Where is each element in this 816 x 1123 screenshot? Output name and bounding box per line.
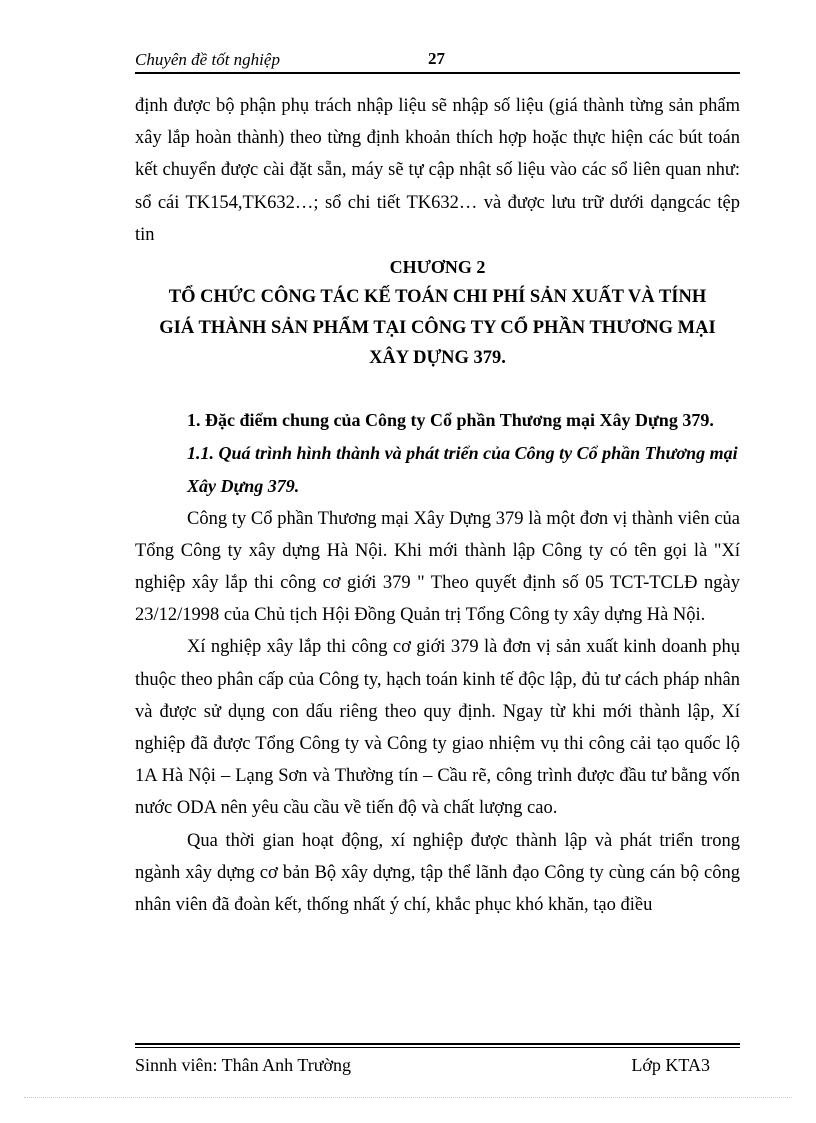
section-heading: 1. Đặc điểm chung của Công ty Cổ phần Thương mại Xây Dựng 379.	[187, 409, 714, 430]
chapter-label: CHƯƠNG 2	[389, 257, 486, 278]
chapter-title-line: XÂY DỰNG 379.	[369, 348, 506, 369]
page-edge-divider	[24, 1097, 792, 1098]
footer-student: Sinnh viên: Thân Anh Trường	[135, 1055, 351, 1075]
footer-divider	[135, 1043, 740, 1048]
page-content	[135, 90, 740, 921]
page-header	[135, 46, 740, 74]
body-paragraph: Xí nghiệp xây lắp thi công cơ giới 379 là đơn vị sản xuất kinh doanh phụ thuộc theo phân cấp của Công ty, hạch toán kinh tế độc lập, đủ tư cách pháp nhân và được sử dụng con dấu riêng theo quy định. Ngay từ khi mới thành lập, Xí nghiệp đã được Tổng Công ty và Công ty giao nhiệm vụ thi công cải tạo quốc lộ 1A Hà Nội – Lạng Sơn và Thường tín – Cầu rẽ, công trình được đầu tư bằng vốn nước ODA nên yêu cầu cầu về tiến độ và chất lượng cao.	[135, 637, 740, 819]
page-number: 27	[428, 49, 445, 68]
chapter-title-line: TỔ CHỨC CÔNG TÁC KẾ TOÁN CHI PHÍ SẢN XUẤT VÀ TÍNH	[168, 287, 707, 308]
footer-class: Lớp KTA3	[631, 1055, 710, 1075]
body-paragraph: Qua thời gian hoạt động, xí nghiệp được thành lập và phát triển trong ngành xây dựng cơ bản Bộ xây dựng, tập thể lãnh đạo Công ty cùng cán bộ công nhân viên đã đoàn kết, thống nhất ý chí, khắc phục khó khăn, tạo điều	[135, 830, 740, 915]
body-paragraph: Công ty Cổ phần Thương mại Xây Dựng 379 là một đơn vị thành viên của Tổng Công ty xây dựng Hà Nội. Khi mới thành lập Công ty có tên gọi là "Xí nghiệp xây lắp thi công cơ giới 379 " Theo quyết định số 05 TCT-TCLĐ ngày 23/12/1998 của Chủ tịch Hội Đồng Quản trị Tổng Công ty xây dựng Hà Nội.	[135, 508, 740, 626]
subsection-heading: 1.1. Quá trình hình thành và phát triển của Công ty Cổ phần Thương mại Xây Dựng 379.	[187, 442, 738, 496]
header-title: Chuyên đề tốt nghiệp	[135, 50, 280, 69]
chapter-title-line: GIÁ THÀNH SẢN PHẨM TẠI CÔNG TY CỔ PHẦN THƯƠNG MẠI	[159, 317, 716, 338]
intro-paragraph: định được bộ phận phụ trách nhập liệu sẽ nhập số liệu (giá thành từng sản phẩm xây lắp hoàn thành) theo từng định khoản thích hợp hoặc thực hiện các bút toán kết chuyển được cài đặt sẵn, máy sẽ tự cập nhật số liệu vào các sổ liên quan như: sổ cái TK154,TK632…; sổ chi tiết TK632… và được lưu trữ dưới dạngcác tệp tin	[135, 96, 740, 245]
